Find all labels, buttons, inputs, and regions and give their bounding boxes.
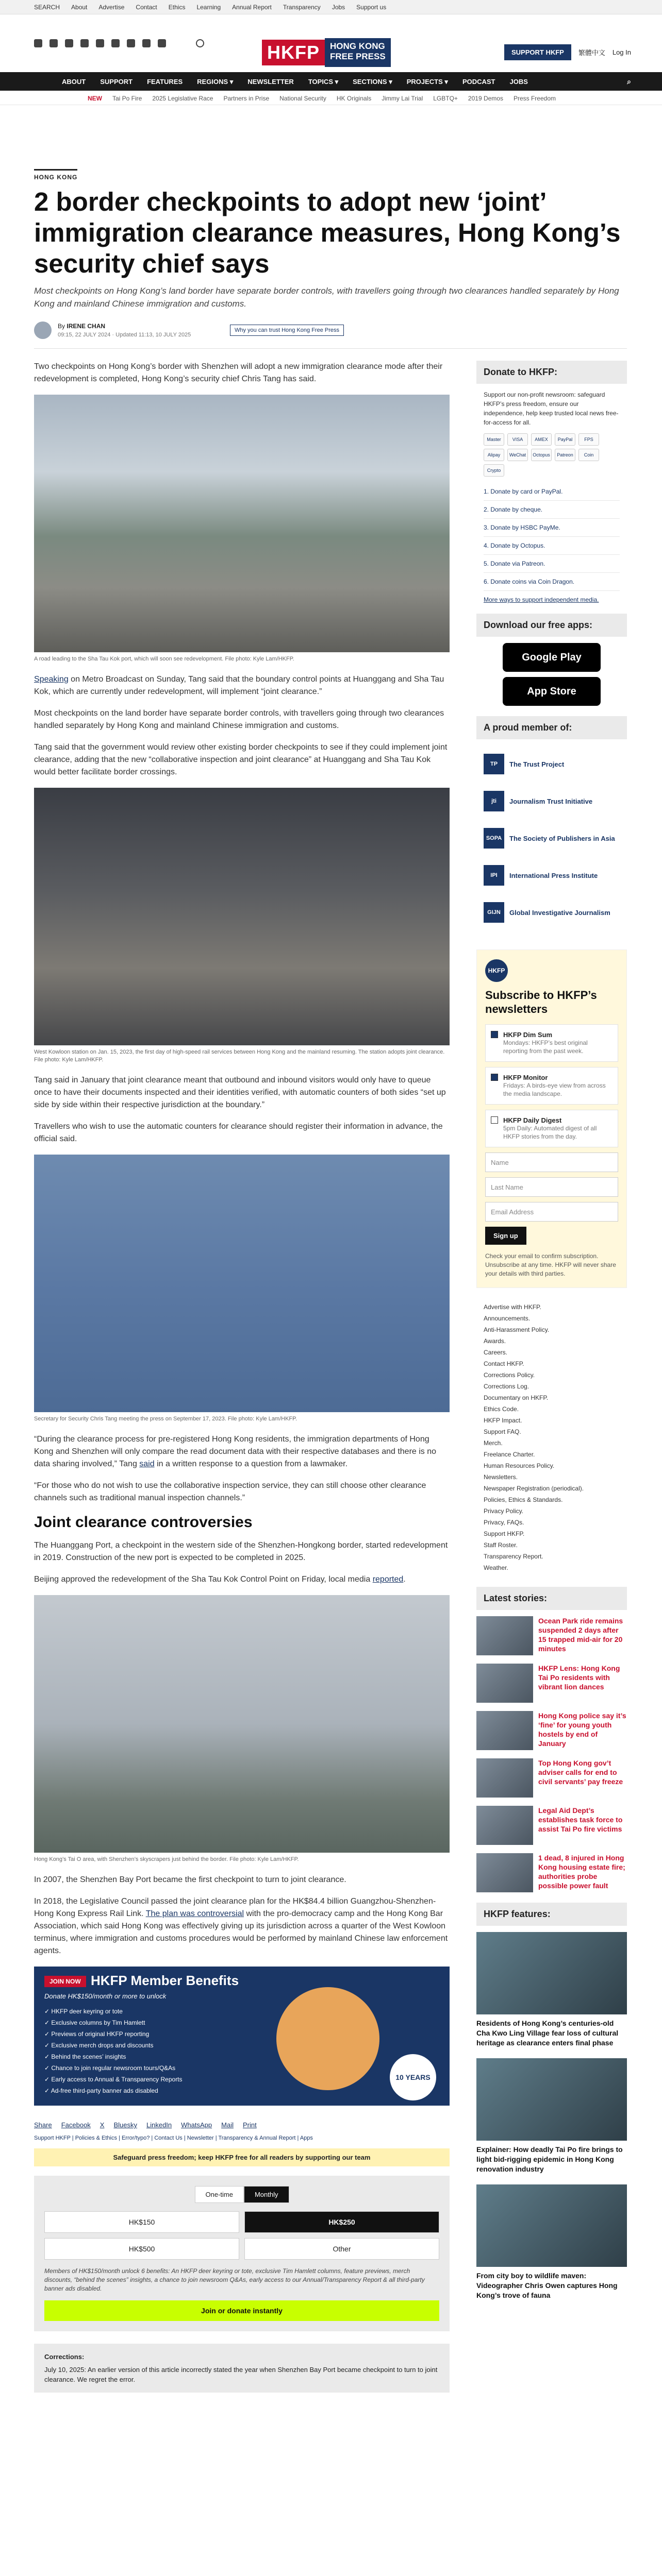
said-link[interactable]: said bbox=[139, 1460, 155, 1468]
nav-newsletter[interactable]: NEWSLETTER bbox=[247, 78, 294, 86]
member-org[interactable]: SOPA The Society of Publishers in Asia bbox=[484, 824, 620, 853]
features-list bbox=[476, 1932, 627, 2300]
latest-story[interactable]: 1 dead, 8 injured in Hong Kong housing estate fire; authorities probe possible power fault bbox=[476, 1853, 627, 1892]
telegram-icon[interactable] bbox=[142, 39, 151, 47]
member-org[interactable]: GIJN Global Investigative Journalism bbox=[484, 898, 620, 927]
nav-support[interactable]: SUPPORT bbox=[100, 78, 133, 86]
amount-option[interactable]: Other bbox=[244, 2238, 439, 2260]
author-link[interactable]: IRENE CHAN bbox=[67, 323, 106, 330]
paragraph: Two checkpoints on Hong Kong’s border with Shenzhen will adopt a new immigration clearance mode after their redevelopment is completed, Hong Kong’s security chief Chris Tang has said. bbox=[34, 362, 443, 383]
paragraph: Tang said that the government would review other existing border checkpoints to see if they could implement joint clearance, adding that the new “collaborative inspection and joint clearance” at Huanggang and Sha Tau Kok would better facilitate border crossings. bbox=[34, 743, 448, 776]
last-name-field[interactable]: Last Name bbox=[485, 1177, 618, 1197]
checkbox[interactable] bbox=[491, 1116, 498, 1124]
latest-story[interactable]: Legal Aid Dept’s establishes task force to assist Tai Po fire victims bbox=[476, 1806, 627, 1845]
newsletter-note: Check your email to confirm subscription. Unsubscribe at any time. HKFP will never share your details with third parties. bbox=[485, 1252, 616, 1277]
newsletter-box bbox=[476, 950, 627, 1288]
google-play-button[interactable]: Google Play bbox=[503, 643, 601, 672]
donate-widget bbox=[34, 2176, 450, 2331]
annual-report-link[interactable]: Annual Report bbox=[232, 4, 272, 11]
story-thumbnail bbox=[476, 1711, 533, 1750]
trending-link[interactable]: National Security bbox=[279, 95, 326, 102]
policy-link[interactable]: Freelance Charter. bbox=[484, 1451, 535, 1458]
frequency-toggle bbox=[44, 2186, 439, 2203]
monthly-tab[interactable]: Monthly bbox=[244, 2186, 289, 2203]
newsletter-title: Subscribe to HKFP’s newsletters bbox=[485, 989, 597, 1015]
corrections-text: July 10, 2025: An earlier version of this article incorrectly stated the year when Shenzhen Bay Port became checkpoint to turn to joint clearance. We regret the error. bbox=[44, 2366, 438, 2383]
learning-link[interactable]: Learning bbox=[196, 4, 221, 11]
new-badge: NEW bbox=[88, 95, 102, 102]
about-link[interactable]: About bbox=[71, 4, 88, 11]
policy-link[interactable]: HKFP Impact. bbox=[484, 1417, 522, 1424]
author-line: By IRENE CHAN bbox=[58, 323, 106, 330]
rss-icon[interactable] bbox=[158, 39, 166, 47]
policy-link[interactable]: Announcements. bbox=[484, 1315, 531, 1322]
fps-icon: FPS bbox=[578, 433, 599, 446]
paragraph: “During the clearance process for pre-registered Hong Kong residents, the immigration departments of Hong Kong and Shenzhen will only compare the read document data with their respective databases and there is no data sharing involved,” Tang said in a written response to a question from a lawmaker. bbox=[34, 1435, 437, 1468]
donate-method[interactable]: 4. Donate by Octopus. bbox=[484, 537, 620, 555]
latest-heading: Latest stories: bbox=[476, 1587, 627, 1610]
article-standfirst: Most checkpoints on Hong Kong’s land border have separate border controls, with travellers going through two clearances handled separately by Hong Kong and mainland Chinese immigration and customs. bbox=[34, 286, 619, 309]
donate-methods-list bbox=[476, 483, 627, 591]
share-bluesky[interactable]: Bluesky bbox=[113, 2121, 137, 2129]
advertise-link[interactable]: Advertise bbox=[98, 4, 125, 11]
support-hkfp-button[interactable]: SUPPORT HKFP bbox=[504, 44, 571, 60]
facebook-icon[interactable] bbox=[34, 39, 42, 47]
deer-mascot-icon bbox=[276, 1987, 379, 2090]
payment-methods bbox=[476, 427, 627, 483]
member-orgs bbox=[476, 745, 627, 939]
jobs-link[interactable]: Jobs bbox=[332, 4, 345, 11]
member-org[interactable]: IPI International Press Institute bbox=[484, 861, 620, 890]
nav-features[interactable]: FEATURES bbox=[147, 78, 183, 86]
one-time-tab[interactable]: One-time bbox=[195, 2186, 244, 2203]
trending-link[interactable]: Partners in Prise bbox=[223, 95, 270, 102]
feature-story[interactable]: From city boy to wildlife maven: Videographer Chris Owen captures Hong Kong’s trove of fauna bbox=[476, 2184, 627, 2300]
photo-caption: Secretary for Security Chris Tang meeting the press on September 17, 2023. File photo: Kyle Lam/HKFP. bbox=[34, 1416, 297, 1422]
member-heading: A proud member of: bbox=[476, 716, 627, 739]
visa-icon: VISA bbox=[507, 433, 528, 446]
app-buttons bbox=[476, 643, 627, 706]
latest-story[interactable]: Ocean Park ride remains suspended 2 days after 15 trapped mid-air for 20 minutes bbox=[476, 1616, 627, 1655]
paragraph: Tang said in January that joint clearance meant that outbound and inbound visitors would only have to queue once to have their documents inspected and their identities verified, with automatic counters of both sides “set up side by side within their respective jurisdiction at the boundary.” bbox=[34, 1076, 446, 1109]
policy-link[interactable]: Privacy, FAQs. bbox=[484, 1519, 524, 1526]
feature-story[interactable]: Residents of Hong Kong’s centuries-old Cha Kwo Ling Village fear loss of cultural heritage as clearance enters final phase bbox=[476, 1932, 627, 2048]
share-whatsapp[interactable]: WhatsApp bbox=[181, 2121, 212, 2129]
corrections-title: Corrections: bbox=[44, 2353, 85, 2361]
trending-link[interactable]: LGBTQ+ bbox=[433, 95, 458, 102]
wechat-icon: WeChat bbox=[507, 449, 528, 461]
policy-link[interactable]: Advertise with HKFP. bbox=[484, 1303, 541, 1311]
name-field[interactable]: Name bbox=[485, 1153, 618, 1172]
share-bar bbox=[34, 2121, 450, 2129]
latest-story[interactable]: Hong Kong police say it’s ‘fine’ for young youth hostels by end of January bbox=[476, 1711, 627, 1750]
promo-title: HKFP Member Benefits bbox=[91, 1973, 239, 1988]
share-mail[interactable]: Mail bbox=[221, 2121, 234, 2129]
newsletter-option[interactable]: HKFP Dim Sum Mondays: HKFP’s best original reporting from the past week. bbox=[485, 1024, 618, 1062]
benefit-item: ✓ Behind the scenes’ insights bbox=[44, 2053, 126, 2060]
ethics-link[interactable]: Ethics bbox=[168, 4, 186, 11]
contact-link[interactable]: Contact bbox=[136, 4, 157, 11]
article-headline: 2 border checkpoints to adopt new ‘joint’ immigration clearance measures, Hong Kong’s security chief says bbox=[34, 187, 621, 278]
gijn-icon: GIJN bbox=[484, 902, 504, 923]
trending-link[interactable]: 2019 Demos bbox=[468, 95, 503, 102]
section-heading: Joint clearance controversies bbox=[34, 1514, 253, 1531]
station-photo bbox=[34, 788, 450, 1045]
paragraph: “For those who do not wish to use the collaborative inspection service, they can still choose other clearance channels such as traditional manual inspection channels.” bbox=[34, 1481, 426, 1502]
trending-link[interactable]: 2025 Legislative Race bbox=[152, 95, 213, 102]
policy-link[interactable]: Newspaper Registration (periodical). bbox=[484, 1485, 584, 1492]
latest-story[interactable]: HKFP Lens: Hong Kong Tai Po residents with vibrant lion dances bbox=[476, 1664, 627, 1703]
main-nav bbox=[0, 72, 662, 91]
feature-thumbnail bbox=[476, 2184, 627, 2267]
amount-option[interactable]: HK$150 bbox=[44, 2211, 239, 2233]
nav-projects[interactable]: PROJECTS ▾ bbox=[406, 78, 448, 86]
nav-regions[interactable]: REGIONS ▾ bbox=[197, 78, 234, 86]
donate-button[interactable]: Join or donate instantly bbox=[44, 2300, 439, 2321]
divider bbox=[34, 348, 627, 349]
policy-link[interactable]: Corrections Policy. bbox=[484, 1371, 535, 1379]
paragraph: In 2018, the Legislative Council passed the joint clearance plan for the HK$84.4 billion Guangzhou-Shenzhen-Hong Kong Express Rail Link. The plan was controversial with the pro-democracy camp and the Hong Kong Bar Association, which said Hong Kong was effectively giving up its jurisdiction across a quarter of the West Kowloon terminus, where immigration and customs procedures would be performed by mainland Chinese law enforcement agents. bbox=[34, 1897, 448, 1955]
feature-story[interactable]: Explainer: How deadly Tai Po fire brings to light bid-rigging epidemic in Hong Kong renovation industry bbox=[476, 2058, 627, 2174]
benefit-item: ✓ HKFP deer keyring or tote bbox=[44, 2008, 123, 2015]
share-x[interactable]: X bbox=[100, 2121, 105, 2129]
paypal-icon: PayPal bbox=[555, 433, 575, 446]
logo-main: HKFP bbox=[262, 40, 325, 65]
share-facebook[interactable]: Facebook bbox=[61, 2121, 91, 2129]
story-thumbnail bbox=[476, 1616, 533, 1655]
checkbox-checked[interactable] bbox=[491, 1074, 498, 1081]
login-link[interactable]: Log In bbox=[612, 48, 631, 56]
donate-text: Support our non-profit newsroom: safeguard HKFP’s press freedom, ensure our independence, help keep trusted local news free-for-access for all. bbox=[484, 391, 619, 426]
amount-option[interactable]: HK$500 bbox=[44, 2238, 239, 2260]
trending-link[interactable]: Press Freedom bbox=[513, 95, 556, 102]
newsletter-option[interactable]: HKFP Monitor Fridays: A birds-eye view from across the media landscape. bbox=[485, 1067, 618, 1105]
amount-options bbox=[44, 2211, 439, 2260]
benefit-item: ✓ Exclusive merch drops and discounts bbox=[44, 2042, 154, 2049]
nav-search-icon[interactable]: ⌕ bbox=[627, 77, 631, 86]
member-org[interactable]: jti Journalism Trust Initiative bbox=[484, 787, 620, 816]
nav-sections[interactable]: SECTIONS ▾ bbox=[353, 78, 392, 86]
top-bar bbox=[0, 0, 662, 14]
crypto-icon: Crypto bbox=[484, 464, 504, 477]
policy-link[interactable]: Policies, Ethics & Standards. bbox=[484, 1496, 563, 1503]
shenzhen-skyline-photo bbox=[34, 1595, 450, 1853]
share-linkedin[interactable]: LinkedIn bbox=[146, 2121, 172, 2129]
search-icon[interactable] bbox=[196, 39, 204, 47]
photo-caption: West Kowloon station on Jan. 15, 2023, the first day of high-speed rail services between Hong Kong and the mainland resuming. The station adopts joint clearance. File photo: Kyle Lam/HKFP. bbox=[34, 1049, 445, 1063]
trending-nav bbox=[0, 91, 662, 105]
benefits-list bbox=[44, 2006, 183, 2096]
policy-link[interactable]: Awards. bbox=[484, 1337, 506, 1345]
email-field[interactable]: Email Address bbox=[485, 1202, 618, 1222]
policy-link[interactable]: Privacy Policy. bbox=[484, 1507, 524, 1515]
member-org[interactable]: TP The Trust Project bbox=[484, 750, 620, 778]
nav-topics[interactable]: TOPICS ▾ bbox=[308, 78, 339, 86]
jti-icon: jti bbox=[484, 791, 504, 811]
policy-link[interactable]: Ethics Code. bbox=[484, 1405, 519, 1413]
trust-project-icon: TP bbox=[484, 754, 504, 774]
logo-text: HONG KONG FREE PRESS bbox=[325, 38, 391, 67]
donate-method[interactable]: 3. Donate by HSBC PayMe. bbox=[484, 519, 620, 537]
benefit-item: ✓ Previews of original HKFP reporting bbox=[44, 2030, 150, 2038]
hkfp-logo[interactable] bbox=[262, 37, 391, 68]
reported-link[interactable]: reported bbox=[372, 1575, 404, 1584]
story-thumbnail bbox=[476, 1853, 533, 1892]
more-ways-link[interactable]: More ways to support independent media. bbox=[484, 596, 599, 603]
photo-caption: Hong Kong’s Tai O area, with Shenzhen’s skyscrapers just behind the border. File photo: Kyle Lam/HKFP. bbox=[34, 1856, 299, 1862]
speaking-link[interactable]: Speaking bbox=[34, 675, 69, 684]
benefit-item: ✓ Exclusive columns by Tim Hamlett bbox=[44, 2019, 145, 2026]
patreon-icon: Patreon bbox=[555, 449, 575, 461]
article-body bbox=[34, 361, 450, 2403]
safeguard-banner[interactable]: Safeguard press freedom; keep HKFP free for all readers by supporting our team bbox=[34, 2148, 450, 2166]
alipay-icon: Alipay bbox=[484, 449, 504, 461]
mastercard-icon: Master bbox=[484, 433, 504, 446]
paragraph: In 2007, the Shenzhen Bay Port became the first checkpoint to turn to joint clearance. bbox=[34, 1875, 346, 1884]
donate-method[interactable]: 2. Donate by cheque. bbox=[484, 501, 620, 519]
x-icon[interactable] bbox=[49, 39, 58, 47]
app-store-button[interactable]: App Store bbox=[503, 677, 601, 706]
benefit-item: ✓ Ad-free third-party banner ads disabled bbox=[44, 2087, 158, 2094]
paragraph: Speaking on Metro Broadcast on Sunday, Tang said that the boundary control points at Huanggang and Sha Tau Kok, which are currently under redevelopment, will implement “joint clearance.” bbox=[34, 675, 444, 696]
story-thumbnail bbox=[476, 1664, 533, 1703]
youtube-icon[interactable] bbox=[80, 39, 89, 47]
support-us-link[interactable]: Support us bbox=[356, 4, 387, 11]
policy-link[interactable]: Newsletters. bbox=[484, 1473, 518, 1481]
byline bbox=[34, 320, 627, 341]
latest-story[interactable]: Top Hong Kong gov’t adviser calls for end to civil servants’ pay freeze bbox=[476, 1758, 627, 1798]
threads-icon[interactable] bbox=[111, 39, 120, 47]
trending-link[interactable]: HK Originals bbox=[336, 95, 372, 102]
ten-years-badge: 10 YEARS bbox=[390, 2054, 436, 2100]
feature-thumbnail bbox=[476, 2058, 627, 2141]
donate-message: Members of HK$150/month unlock 6 benefits: An HKFP deer keyring or tote, exclusive Tim Hamlett columns, feature previews, merch discounts, “behind the scenes” insights, a chance to join newsroom Q&As, early access to our Annual/Transparency Report & all third-party banner ads disabled. bbox=[44, 2267, 425, 2292]
section-tag[interactable]: HONG KONG bbox=[34, 169, 77, 181]
share-print[interactable]: Print bbox=[242, 2121, 257, 2129]
paragraph: Most checkpoints on the land border have separate border controls, with travellers going through two clearances handled separately by Hong Kong and mainland Chinese immigration and customs. bbox=[34, 709, 444, 730]
nav-podcast[interactable]: PODCAST bbox=[462, 78, 495, 86]
donate-method[interactable]: 6. Donate coins via Coin Dragon. bbox=[484, 573, 620, 591]
benefit-item: ✓ Early access to Annual & Transparency Reports bbox=[44, 2076, 183, 2083]
amount-option[interactable]: HK$250 bbox=[244, 2211, 439, 2233]
paragraph: Travellers who wish to use the automatic counters for clearance should register their information in advance, the official said. bbox=[34, 1122, 443, 1143]
octopus-icon: Octopus bbox=[531, 449, 552, 461]
nav-jobs[interactable]: JOBS bbox=[509, 78, 528, 86]
trending-link[interactable]: Tai Po Fire bbox=[112, 95, 142, 102]
masthead bbox=[0, 14, 662, 72]
coin-icon: Coin bbox=[578, 449, 599, 461]
chinese-language-link[interactable]: 繁體中文 bbox=[578, 49, 605, 57]
share-label: Share bbox=[34, 2121, 52, 2129]
figure bbox=[34, 1595, 450, 1863]
story-thumbnail bbox=[476, 1758, 533, 1798]
sopa-icon: SOPA bbox=[484, 828, 504, 849]
hkfp-badge-icon: HKFP bbox=[485, 959, 508, 982]
figure bbox=[34, 788, 450, 1064]
plan-controversial-link[interactable]: The plan was controversial bbox=[145, 1909, 244, 1918]
policy-link[interactable]: Merch. bbox=[484, 1439, 503, 1447]
nav-about[interactable]: ABOUT bbox=[62, 78, 86, 86]
policy-link[interactable]: Transparency Report. bbox=[484, 1553, 543, 1560]
donate-method[interactable]: 1. Donate by card or PayPal. bbox=[484, 483, 620, 501]
policy-link[interactable]: Anti-Harassment Policy. bbox=[484, 1326, 550, 1333]
paragraph: The Huanggang Port, a checkpoint in the western side of the Shenzhen-Hongkong border, started redevelopment in 2019. Construction of the new port is expected to be completed in 2025. bbox=[34, 1541, 448, 1562]
benefit-item: ✓ Chance to join regular newsroom tours/Q&As bbox=[44, 2064, 176, 2072]
trust-link[interactable]: Why you can trust Hong Kong Free Press bbox=[230, 325, 344, 336]
feature-thumbnail bbox=[476, 1932, 627, 2014]
policy-link[interactable]: Weather. bbox=[484, 1564, 508, 1571]
newsletter-option[interactable]: HKFP Daily Digest 5pm Daily: Automated digest of all HKFP stories from the day. bbox=[485, 1110, 618, 1147]
author-avatar bbox=[34, 321, 52, 339]
policy-links bbox=[476, 1298, 627, 1577]
policy-link[interactable]: Corrections Log. bbox=[484, 1383, 529, 1390]
apps-heading: Download our free apps: bbox=[476, 614, 627, 637]
social-icons bbox=[34, 39, 166, 47]
footer-links[interactable]: Support HKFP | Policies & Ethics | Error/typo? | Contact Us | Newsletter | Transparency & Annual Report | Apps bbox=[34, 2135, 313, 2141]
policy-link[interactable]: Careers. bbox=[484, 1349, 508, 1356]
signup-button[interactable]: Sign up bbox=[485, 1227, 526, 1245]
features-heading: HKFP features: bbox=[476, 1903, 627, 1926]
linkedin-icon[interactable] bbox=[96, 39, 104, 47]
ipi-icon: IPI bbox=[484, 865, 504, 886]
policy-link[interactable]: Support HKFP. bbox=[484, 1530, 525, 1537]
donate-method[interactable]: 5. Donate via Patreon. bbox=[484, 555, 620, 573]
latest-list bbox=[476, 1616, 627, 1892]
search-link[interactable]: SEARCH bbox=[34, 4, 60, 11]
policy-link[interactable]: Contact HKFP. bbox=[484, 1360, 524, 1367]
chris-tang-photo bbox=[34, 1155, 450, 1412]
publish-date: 09:15, 22 JULY 2024 · Updated 11:13, 10 JULY 2025 bbox=[58, 332, 191, 338]
border-road-photo bbox=[34, 395, 450, 652]
promo-subtitle: Donate HK$150/month or more to unlock bbox=[44, 1992, 167, 2000]
bluesky-icon[interactable] bbox=[127, 39, 135, 47]
figure bbox=[34, 395, 450, 663]
checkbox-checked[interactable] bbox=[491, 1031, 498, 1038]
policy-link[interactable]: Documentary on HKFP. bbox=[484, 1394, 549, 1401]
paragraph: Beijing approved the redevelopment of the Sha Tau Kok Control Point on Friday, local media reported. bbox=[34, 1575, 406, 1584]
instagram-icon[interactable] bbox=[65, 39, 73, 47]
figure bbox=[34, 1155, 450, 1423]
donate-heading: Donate to HKFP: bbox=[476, 361, 627, 384]
sidebar bbox=[476, 361, 627, 2311]
transparency-link[interactable]: Transparency bbox=[283, 4, 321, 11]
trending-link[interactable]: Jimmy Lai Trial bbox=[382, 95, 423, 102]
corrections-box bbox=[34, 2344, 450, 2393]
member-benefits-banner[interactable] bbox=[34, 1967, 450, 2106]
policy-link[interactable]: Staff Roster. bbox=[484, 1541, 518, 1549]
story-thumbnail bbox=[476, 1806, 533, 1845]
amex-icon: AMEX bbox=[531, 433, 552, 446]
photo-caption: A road leading to the Sha Tau Kok port, which will soon see redevelopment. File photo: Kyle Lam/HKFP. bbox=[34, 656, 294, 662]
policy-link[interactable]: Support FAQ. bbox=[484, 1428, 521, 1435]
policy-link[interactable]: Human Resources Policy. bbox=[484, 1462, 555, 1469]
join-now-badge: JOIN NOW bbox=[44, 1976, 86, 1987]
